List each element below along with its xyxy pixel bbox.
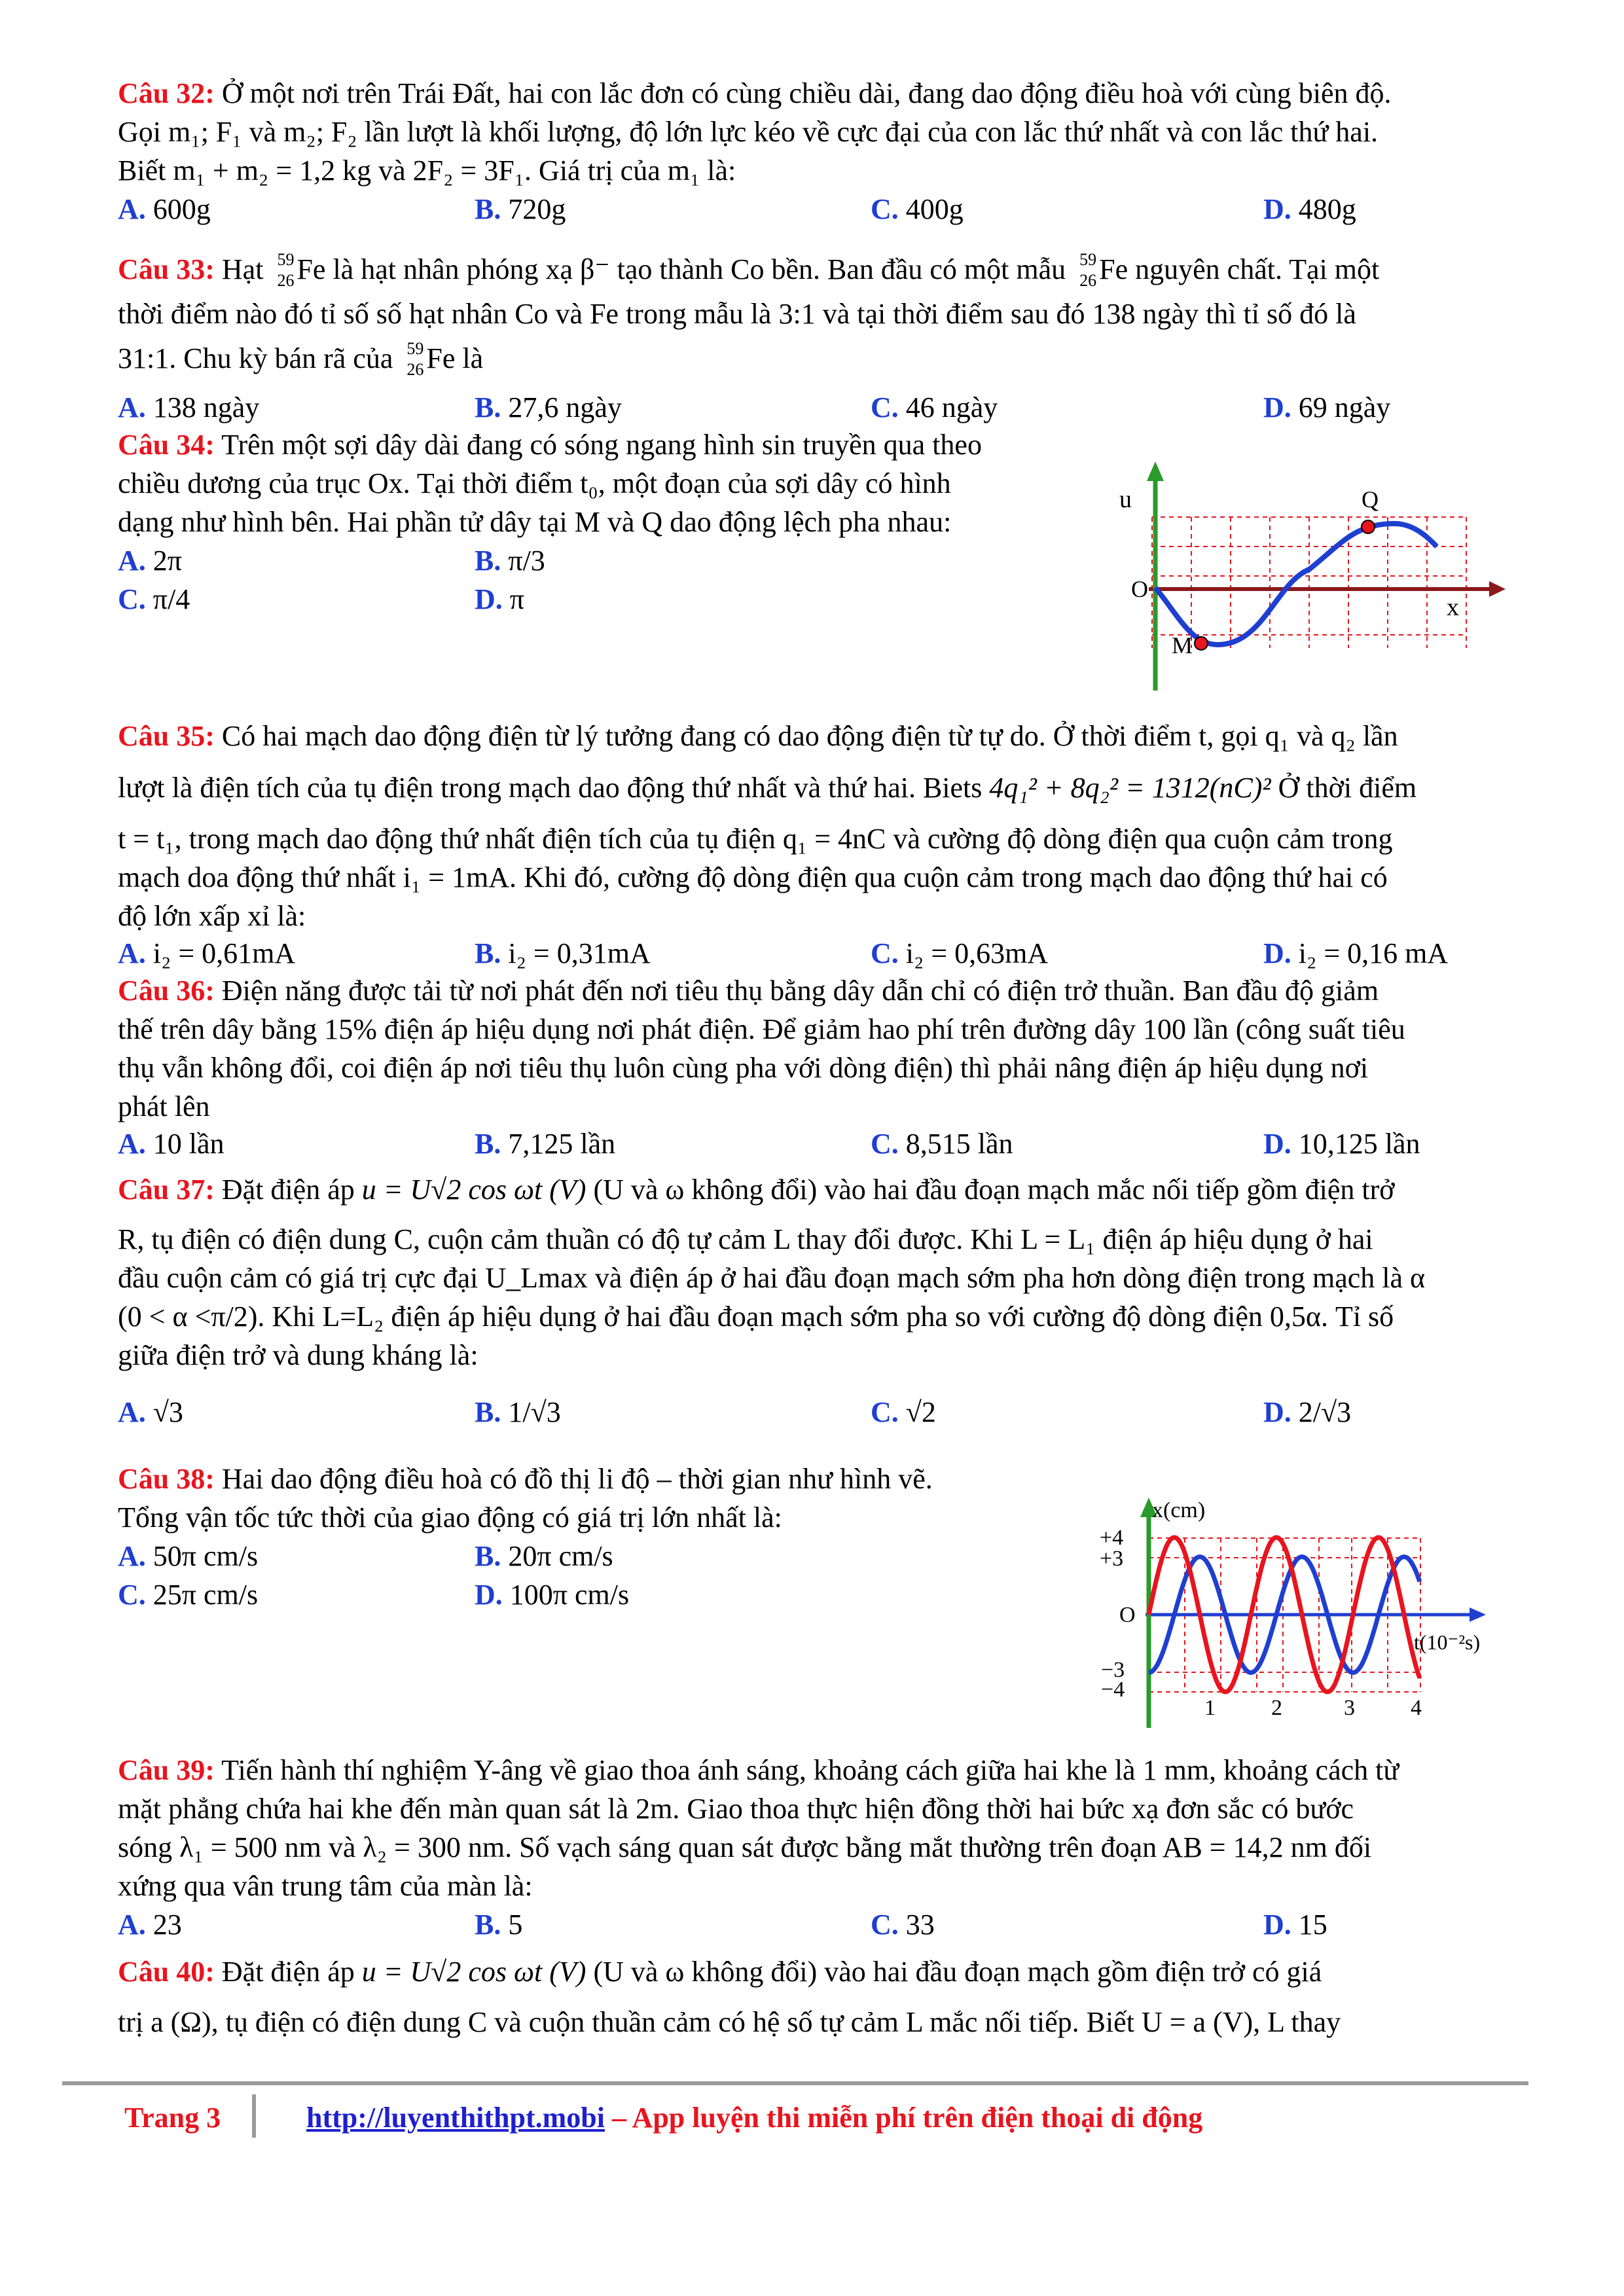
- q35-line-3: t = t₁, trong mạch dao động thứ nhất điện tích của tụ điện q₁ = 4nC và cường độ dòng điện qua cuộn cảm trong: [118, 823, 1393, 855]
- q33-line-1: Câu 33: Hạt 59 26 Fe là hạt nhân phóng xạ β⁻ tạo thành Co bền. Ban đầu có một mẫu 59 26 Fe nguyên chất. Tại một: [118, 250, 1380, 290]
- nuclide-fe-59: 59 26: [277, 250, 295, 290]
- q37-formula: u = U√2 cos ωt (V): [361, 1174, 586, 1206]
- q34-option-c[interactable]: C. π/4: [118, 583, 190, 615]
- x-tick-label: 2: [1271, 1696, 1282, 1720]
- q39-label: Câu 39:: [118, 1754, 215, 1786]
- q36-line-1: Câu 36: Điện năng được tải từ nơi phát đến nơi tiêu thụ bằng dây dẫn chỉ có điện trở thuần. Ban đầu độ giảm: [118, 975, 1379, 1007]
- point-q-label: Q: [1362, 486, 1379, 512]
- point-m: [1195, 637, 1208, 650]
- q33-option-c[interactable]: C. 46 ngày: [871, 391, 998, 423]
- q38-line-1: Câu 38: Hai dao động điều hoà có đồ thị li độ – thời gian như hình vẽ.: [118, 1463, 933, 1495]
- y-tick-label: +3: [1100, 1547, 1124, 1571]
- q37-option-b[interactable]: B. 1/√3: [475, 1396, 561, 1428]
- q39-option-a[interactable]: A. 23: [118, 1909, 182, 1941]
- q34-option-d[interactable]: D. π: [475, 583, 524, 615]
- q36-option-a[interactable]: A. 10 lần: [118, 1128, 225, 1160]
- q32-option-a[interactable]: A. 600g: [118, 193, 211, 225]
- x-axis-label: x: [1447, 594, 1459, 621]
- q37-option-a[interactable]: A. √3: [118, 1396, 183, 1428]
- q35-option-b[interactable]: B. i₂ = 0,31mA: [475, 937, 651, 969]
- q37-option-c[interactable]: C. √2: [871, 1396, 936, 1428]
- wave-curve: [1155, 524, 1437, 645]
- q39-option-d[interactable]: D. 15: [1263, 1909, 1327, 1941]
- q33-line-2: thời điểm nào đó tỉ số số hạt nhân Co và Fe trong mẫu là 3:1 và tại thời điểm sau đó 138 ngày thì tỉ số đó là: [118, 298, 1356, 330]
- q40-line-1: Câu 40: Đặt điện áp u = U√2 cos ωt (V) (U và ω không đổi) vào hai đầu đoạn mạch gồm điện trở có giá: [118, 1956, 1322, 1988]
- q34-line-2: chiều dương của trục Ox. Tại thời điểm t₀, một đoạn của sợi dây có hình: [118, 467, 951, 499]
- q34-label: Câu 34:: [118, 429, 215, 461]
- footer-text: http://luyenthithpt.mobi – App luyện thi miễn phí trên điện thoại di động: [306, 2102, 1203, 2134]
- q36-option-c[interactable]: C. 8,515 lần: [871, 1128, 1013, 1160]
- q38-option-a[interactable]: A. 50π cm/s: [118, 1540, 259, 1572]
- q37-label: Câu 37:: [118, 1174, 215, 1206]
- q33-label: Câu 33:: [118, 253, 215, 285]
- q34-line-1: Câu 34: Trên một sợi dây dài đang có sóng ngang hình sin truyền qua theo: [118, 429, 982, 461]
- q35-option-c[interactable]: C. i₂ = 0,63mA: [871, 937, 1049, 969]
- q38-label: Câu 38:: [118, 1463, 215, 1495]
- t-axis-arrow: [1470, 1607, 1486, 1622]
- q39-line-3: sóng λ₁ = 500 nm và λ₂ = 300 nm. Số vạch sáng quan sát được bằng mắt thường trên đoạn AB = 14,2 nm đối: [118, 1831, 1372, 1863]
- q38-line-2: Tổng vận tốc tức thời của giao động có giá trị lớn nhất là:: [118, 1501, 782, 1534]
- nuclide-fe-59: 59 26: [1079, 250, 1097, 290]
- point-q: [1362, 520, 1375, 533]
- q38-option-d[interactable]: D. 100π cm/s: [475, 1579, 630, 1611]
- q34-grid: [1152, 517, 1466, 648]
- q32-label: Câu 32:: [118, 77, 215, 109]
- q39-line-1: Câu 39: Tiến hành thí nghiệm Y-âng về giao thoa ánh sáng, khoảng cách giữa hai khe là 1 mm, khoảng cách từ: [118, 1754, 1399, 1786]
- q37-line-4: (0 < α <π/2). Khi L=L₂ điện áp hiệu dụng ở hai đầu đoạn mạch sớm pha so với cường độ dòng điện 0,5α. Tỉ số: [118, 1300, 1394, 1333]
- footer-link[interactable]: http://luyenthithpt.mobi: [306, 2102, 605, 2134]
- q39-line-2: mặt phẳng chứa hai khe đến màn quan sát là 2m. Giao thoa thực hiện đồng thời hai bức xạ đơn sắc có bước: [118, 1793, 1354, 1825]
- q37-line-2: R, tụ điện có điện dung C, cuộn cảm thuần có độ tự cảm L thay đổi được. Khi L = L₁ điện áp hiệu dụng ở hai: [118, 1223, 1373, 1255]
- x-tick-label: 1: [1204, 1696, 1216, 1720]
- q36-line-4: phát lên: [118, 1090, 210, 1122]
- q37-line-5: giữa điện trở và dung kháng là:: [118, 1339, 478, 1371]
- y-axis-label: x(cm): [1152, 1498, 1206, 1522]
- q33-line-3: 31:1. Chu kỳ bán rã của 59 26 Fe là: [118, 339, 484, 379]
- q35-option-a[interactable]: A. i₂ = 0,61mA: [118, 937, 296, 969]
- q37-line-3: đầu cuộn cảm có giá trị cực đại U_Lmax và điện áp ở hai đầu đoạn mạch sớm pha hơn dòng điện trong mạch là α: [118, 1262, 1426, 1294]
- q32-option-b[interactable]: B. 720g: [475, 193, 566, 225]
- u-axis-arrow: [1147, 461, 1164, 481]
- footer-rule: [62, 2081, 1528, 2085]
- q34-option-b[interactable]: B. π/3: [475, 545, 545, 577]
- q37-line-1: Câu 37: Đặt điện áp u = U√2 cos ωt (V) (U và ω không đổi) vào hai đầu đoạn mạch mắc nối tiếp gồm điện trở: [118, 1174, 1395, 1206]
- q39-option-b[interactable]: B. 5: [475, 1909, 523, 1941]
- q34-option-a[interactable]: A. 2π: [118, 545, 182, 577]
- nuclide-fe-59: 59 26: [406, 339, 424, 379]
- q35-line-5: độ lớn xấp xỉ là:: [118, 900, 306, 932]
- origin-label: O: [1131, 576, 1148, 602]
- x-axis-arrow: [1489, 581, 1506, 597]
- x-axis-label: t(10⁻²s): [1414, 1630, 1481, 1654]
- y-tick-label: +4: [1100, 1526, 1124, 1550]
- q36-label: Câu 36:: [118, 975, 215, 1007]
- footer-page-number: Trang 3: [124, 2102, 221, 2134]
- q33-option-d[interactable]: D. 69 ngày: [1263, 391, 1391, 423]
- q35-formula: 4q₁² + 8q₂² = 1312(nC)²: [989, 772, 1271, 804]
- y-tick-label: O: [1119, 1603, 1136, 1627]
- q35-line-2: lượt là điện tích của tụ điện trong mạch dao động thứ nhất và thứ hai. Biets 4q₁² + 8q₂² = 1312(nC)² Ở thời điểm: [118, 772, 1417, 804]
- q32-option-d[interactable]: D. 480g: [1263, 193, 1356, 225]
- q37-option-d[interactable]: D. 2/√3: [1263, 1396, 1352, 1428]
- q36-line-3: thụ vẫn không đổi, coi điện áp nơi tiêu thụ luôn cùng pha với dòng điện) thì phải nâng điện áp hiệu dụng nơi: [118, 1052, 1369, 1084]
- q33-option-a[interactable]: A. 138 ngày: [118, 391, 260, 423]
- q39-line-4: xứng qua vân trung tâm của màn là:: [118, 1870, 533, 1902]
- q33-option-b[interactable]: B. 27,6 ngày: [475, 391, 622, 423]
- q38-oscillation-chart: [1074, 1486, 1506, 1734]
- q36-option-d[interactable]: D. 10,125 lần: [1263, 1128, 1420, 1160]
- q32-line-2: Gọi m₁; F₁ và m₂; F₂ lần lượt là khối lượng, độ lớn lực kéo về cực đại của con lắc thứ nhất và con lắc thứ hai.: [118, 116, 1379, 148]
- q35-label: Câu 35:: [118, 720, 215, 752]
- q36-line-2: thế trên dây bằng 15% điện áp hiệu dụng nơi phát điện. Để giảm hao phí trên đường dây 100 lần (công suất tiêu: [118, 1013, 1405, 1045]
- q36-option-b[interactable]: B. 7,125 lần: [475, 1128, 616, 1160]
- point-m-label: M: [1172, 632, 1193, 658]
- q35-line-1: Câu 35: Có hai mạch dao động điện từ lý tưởng đang có dao động điện từ tự do. Ở thời điểm t, gọi q₁ và q₂ lần: [118, 720, 1398, 752]
- q39-option-c[interactable]: C. 33: [871, 1909, 935, 1941]
- x-tick-label: 3: [1344, 1696, 1355, 1720]
- y-tick-label: −4: [1101, 1677, 1125, 1702]
- q40-label: Câu 40:: [118, 1956, 215, 1988]
- q38-option-b[interactable]: B. 20π cm/s: [475, 1540, 613, 1572]
- y-tick-label: −3: [1101, 1658, 1125, 1682]
- q34-wave-figure: [1113, 452, 1519, 700]
- q32-line-1: Câu 32: Ở một nơi trên Trái Đất, hai con lắc đơn có cùng chiều dài, đang dao động điều hoà với cùng biên độ.: [118, 77, 1392, 109]
- q40-line-2: trị a (Ω), tụ điện có điện dung C và cuộn thuần cảm có hệ số tự cảm L mắc nối tiếp. Biết U = a (V), L thay: [118, 2006, 1341, 2038]
- q32-line-3: Biết m₁ + m₂ = 1,2 kg và 2F₂ = 3F₁. Giá trị của m₁ là:: [118, 154, 736, 187]
- footer-separator: [252, 2094, 256, 2138]
- q40-formula: u = U√2 cos ωt (V): [361, 1956, 586, 1988]
- q34-line-3: dạng như hình bên. Hai phần tử dây tại M và Q dao động lệch pha nhau:: [118, 506, 952, 538]
- q35-line-4: mạch doa động thứ nhất i₁ = 1mA. Khi đó, cường độ dòng điện qua cuộn cảm trong mạch dao động thứ hai có: [118, 861, 1388, 893]
- q35-option-d[interactable]: D. i₂ = 0,16 mA: [1263, 937, 1449, 969]
- u-axis-label: u: [1119, 486, 1132, 513]
- x-tick-label: 4: [1411, 1696, 1422, 1720]
- q38-option-c[interactable]: C. 25π cm/s: [118, 1579, 259, 1611]
- q32-option-c[interactable]: C. 400g: [871, 193, 964, 225]
